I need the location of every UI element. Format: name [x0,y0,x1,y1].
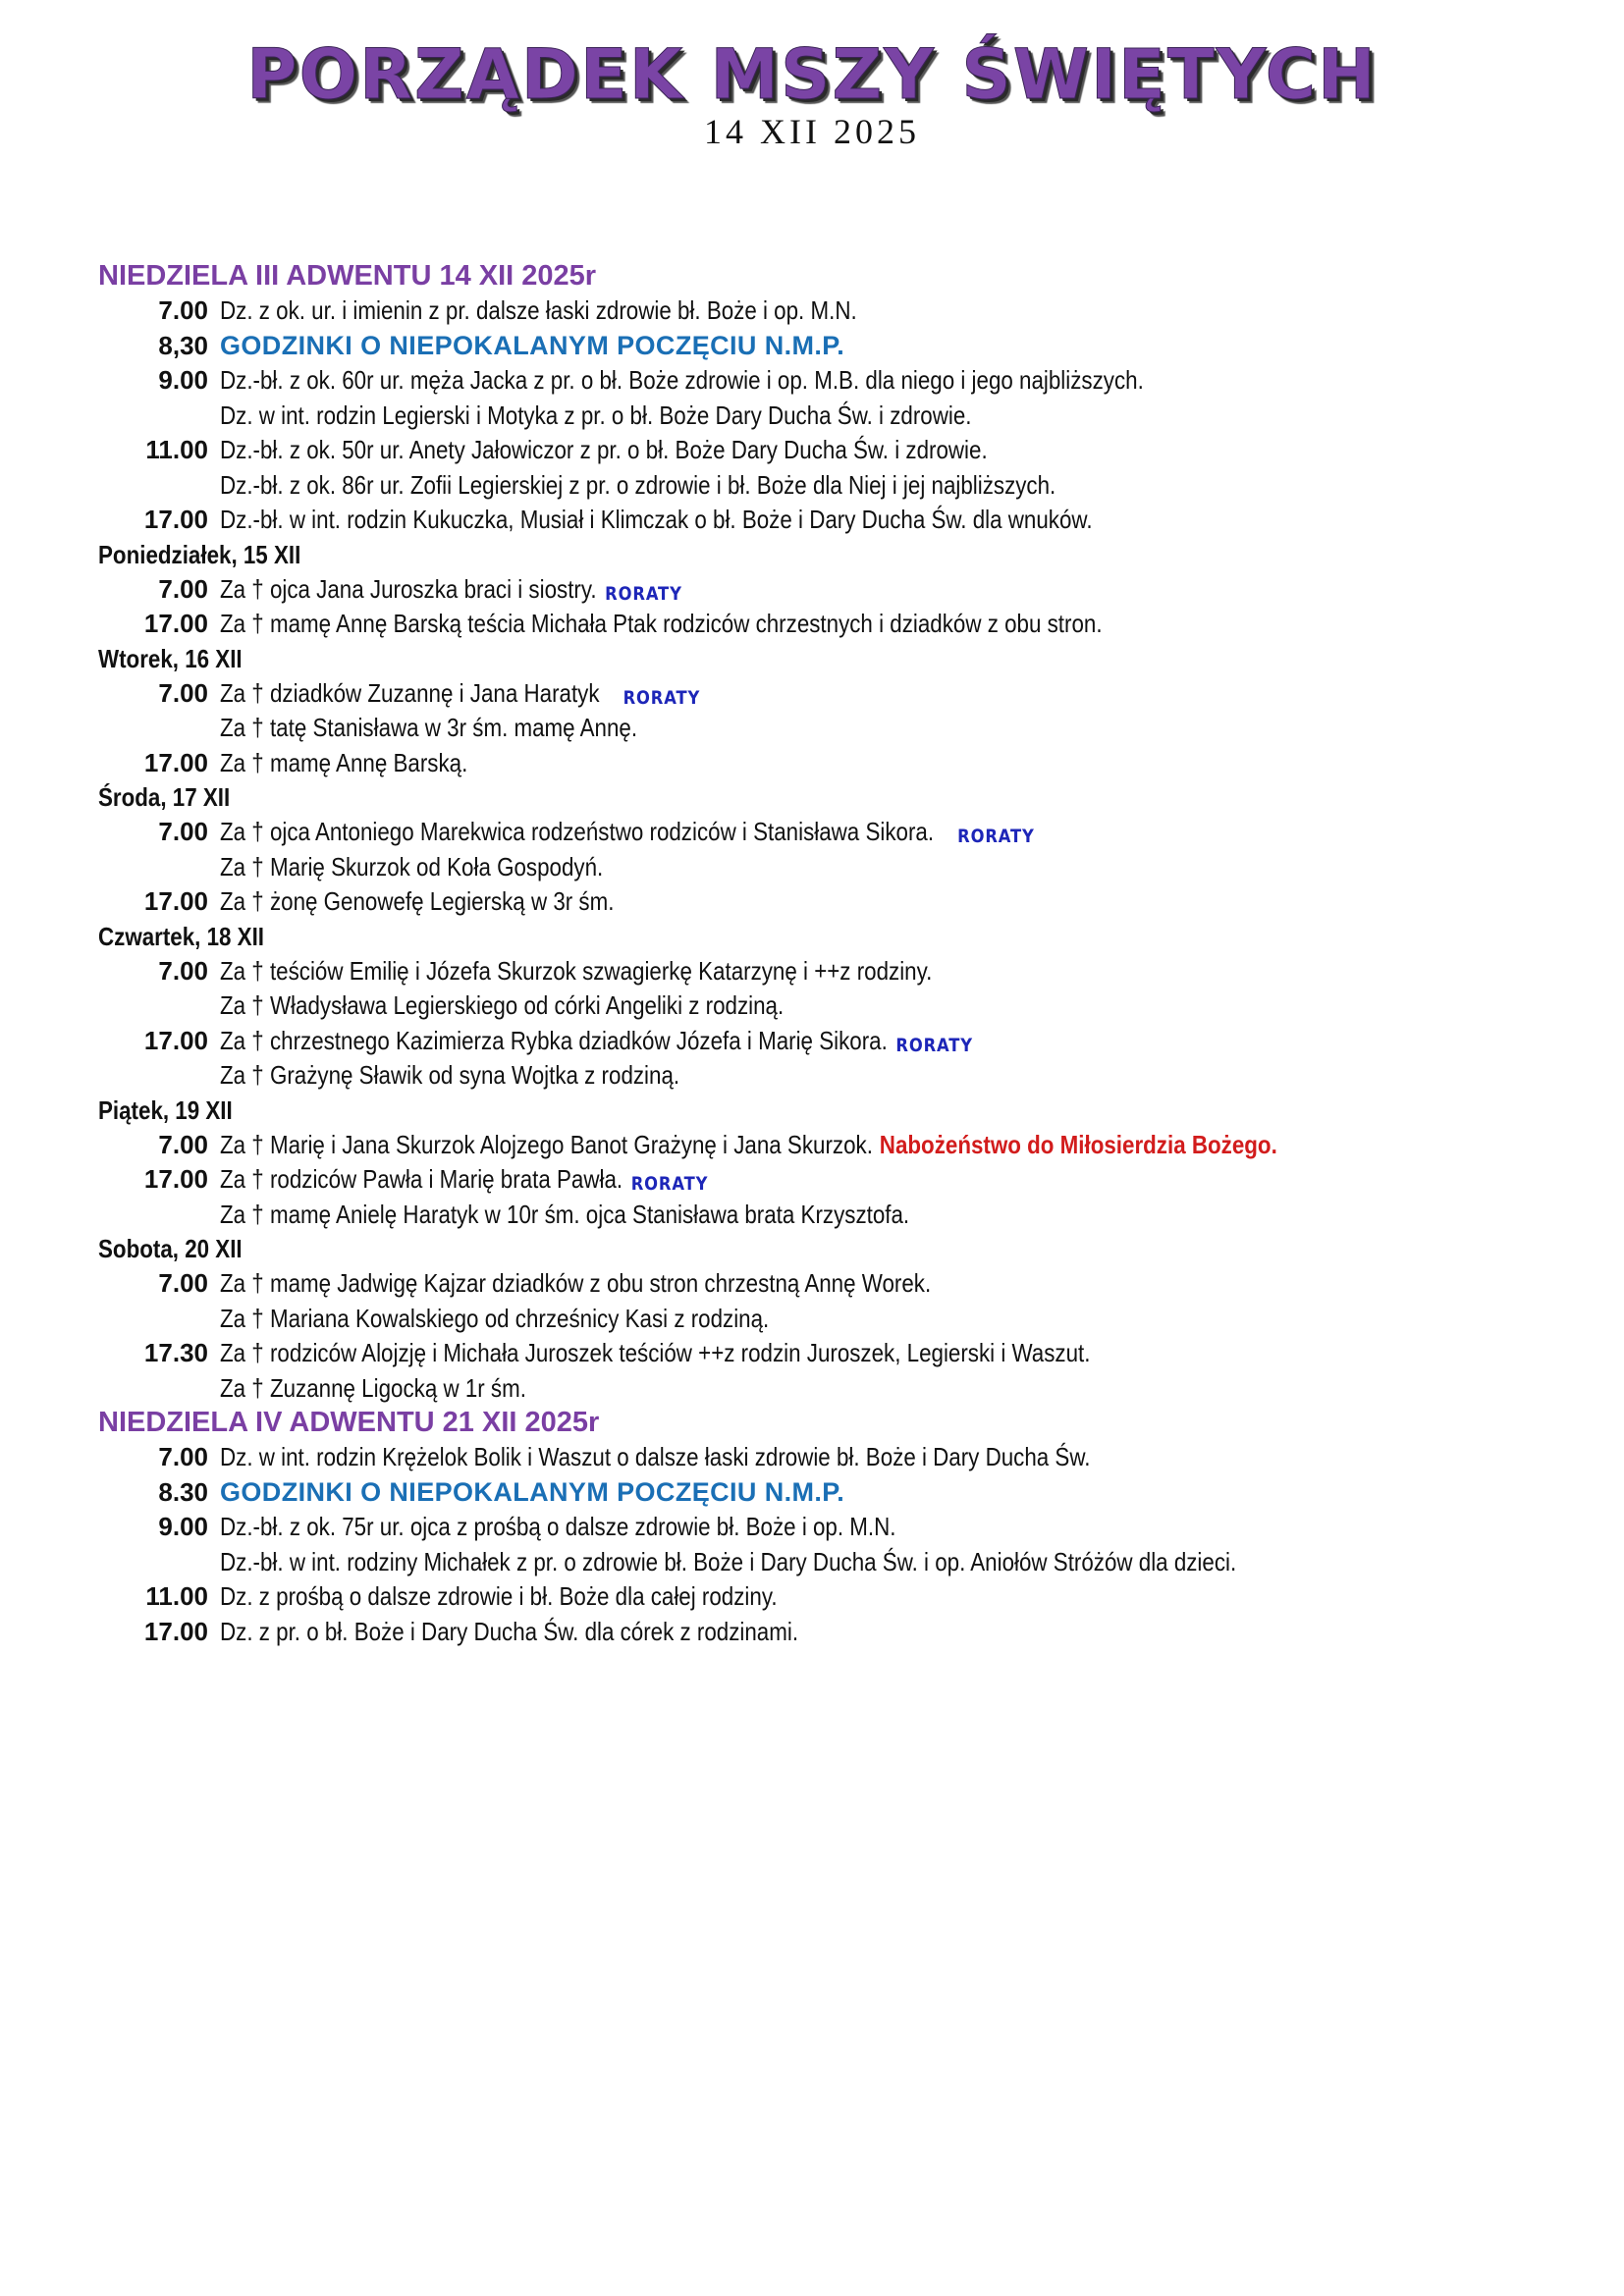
mass-intention: Za † Marię Skurzok od Koła Gospodyń. [220,851,604,881]
mass-row [98,1024,1571,1059]
page-date: 14 XII 2025 [704,112,920,151]
mass-row [98,294,1571,329]
mass-row [98,746,1571,781]
mass-intention: Za † Grażynę Sławik od syna Wojtka z rodziną. [220,1060,680,1090]
roraty-badge: RORATY [957,826,1035,847]
mass-time: 17.00 [143,1616,208,1646]
mass-intention-text: Za † Marię i Jana Skurzok Alojzego Banot Grażynę i Jana Skurzok. [220,1129,873,1159]
mass-row [98,1510,1571,1545]
mass-time: 9.00 [158,365,208,395]
mass-intention: Dz. z pr. o bł. Boże i Dary Ducha Św. dla córek z rodzinami. [220,1616,799,1646]
mass-intention [220,676,700,717]
mass-row [98,954,1571,989]
mass-row [98,676,1571,712]
mass-intention-text: Za † ojca Jana Juroszka braci i siostry. [220,573,597,604]
mass-row [98,1198,1571,1233]
mass-time: 17.30 [143,1338,208,1367]
mass-time: 8.30 [158,1476,208,1507]
mass-time: 7.00 [158,677,208,708]
mass-row [98,1615,1571,1650]
mass-intention: Dz.-bł. z ok. 75r ur. ojca z prośbą o dalsze zdrowie bł. Boże i op. M.N. [220,1512,896,1541]
mass-row [98,850,1571,885]
mass-row [98,433,1571,468]
mass-time: 7.00 [158,573,208,604]
day-header-wednesday: Środa, 17 XII [98,782,231,812]
mass-intention [220,1024,973,1064]
mass-intention-text: Za † chrzestnego Kazimierza Rybka dziadków Józefa i Marię Sikora. [220,1025,888,1055]
mass-time: 7.00 [158,955,208,986]
day-header-thursday: Czwartek, 18 XII [98,921,265,951]
mass-intention: Za † teściów Emilię i Józefa Skurzok szwagierkę Katarzynę i ++z rodziny. [220,955,933,986]
special-service-label: Nabożeństwo do Miłosierdzia Bożego. [879,1129,1277,1159]
mass-time: 7.00 [158,1129,208,1159]
mass-intention: Za † rodziców Alojzję i Michała Juroszek teściów ++z rodzin Juroszek, Legierski i Waszut. [220,1338,1091,1367]
mass-row [98,1545,1571,1580]
mass-row [98,1128,1571,1163]
mass-intention [220,1162,708,1202]
mass-time: 9.00 [158,1512,208,1541]
mass-row [98,399,1571,434]
mass-row [98,1266,1571,1302]
day-header-sunday-iv-advent: NIEDZIELA IV ADWENTU 21 XII 2025r [98,1407,600,1438]
mass-time: 7.00 [158,295,208,325]
mass-time: 17.00 [143,886,208,916]
mass-time: 17.00 [143,1025,208,1055]
roraty-badge: RORATY [623,686,701,709]
mass-time: 7.00 [158,817,208,846]
mass-row [98,711,1571,746]
mass-time: 8,30 [158,330,208,360]
godzinki-label: GODZINKI O NIEPOKALANYM POCZĘCIU N.M.P. [220,330,845,360]
mass-time: 17.00 [143,609,208,638]
mass-intention: Za † mamę Annę Barską. [220,747,468,777]
mass-intention: Za † żonę Genowefę Legierską w 3r śm. [220,886,615,916]
mass-intention-text: Za † dziadków Zuzannę i Jana Haratyk [220,677,600,708]
mass-intention: Za † Mariana Kowalskiego od chrześnicy Kasi z rodziną. [220,1303,770,1333]
mass-row [98,572,1571,608]
mass-row [98,329,1571,364]
mass-row [98,1579,1571,1615]
day-header-sunday-iii-advent: NIEDZIELA III ADWENTU 14 XII 2025r [98,260,597,292]
mass-intention: Za † tatę Stanisława w 3r śm. mamę Annę. [220,713,638,742]
mass-intention-text: Za † rodziców Pawła i Marię brata Pawła. [220,1164,623,1194]
mass-row [98,1302,1571,1337]
godzinki-label: GODZINKI O NIEPOKALANYM POCZĘCIU N.M.P. [220,1476,845,1507]
mass-row [98,1058,1571,1094]
page-title: PORZĄDEK MSZY ŚWIĘTYCH [246,34,1378,115]
mass-intention: Dz.-bł. z ok. 86r ur. Zofii Legierskiej z pr. o zdrowie i bł. Boże dla Niej i jej najbliższych. [220,469,1056,500]
mass-intention: Za † Władysława Legierskiego od córki Angeliki z rodziną. [220,990,785,1020]
mass-row [98,1440,1571,1475]
mass-intention: Dz.-bł. z ok. 60r ur. męża Jacka z pr. o bł. Boże zdrowie i op. M.B. dla niego i jego najbliższych. [220,365,1144,395]
mass-intention: Dz.-bł. z ok. 50r ur. Anety Jałowiczor z pr. o bł. Boże Dary Ducha Św. i zdrowie. [220,435,988,464]
mass-time: 11.00 [145,435,208,464]
roraty-badge: RORATY [895,1034,973,1056]
mass-time: 7.00 [158,1442,208,1471]
roraty-badge: RORATY [605,582,682,605]
day-header-saturday: Sobota, 20 XII [98,1234,243,1263]
mass-time: 17.00 [143,1164,208,1194]
mass-time: 11.00 [145,1581,208,1611]
mass-row [98,1336,1571,1371]
mass-intention: Dz. w int. rodzin Legierski i Motyka z pr. o bł. Boże Dary Ducha Św. i zdrowie. [220,400,972,430]
mass-time: 17.00 [143,747,208,777]
roraty-badge: RORATY [630,1173,709,1195]
mass-row [98,1162,1571,1198]
mass-intention: Dz. z ok. ur. i imienin z pr. dalsze łaski zdrowie bł. Boże i op. M.N. [220,295,857,325]
mass-intention: Dz.-bł. w int. rodzin Kukuczka, Musiał i Klimczak o bł. Boże i Dary Ducha Św. dla wnuków. [220,505,1093,534]
day-header-tuesday: Wtorek, 16 XII [98,643,243,673]
mass-intention: Dz.-bł. w int. rodziny Michałek z pr. o zdrowie bł. Boże i Dary Ducha Św. i op. Aniołów Stróżów dla dzieci. [220,1546,1237,1576]
mass-intention [220,1128,1277,1163]
day-header-friday: Piątek, 19 XII [98,1095,233,1125]
mass-row [98,884,1571,920]
mass-row [98,988,1571,1024]
mass-row [98,1475,1571,1511]
mass-intention-text: Za † ojca Antoniego Marekwica rodzeństwo rodziców i Stanisława Sikora. [220,817,935,846]
mass-intention: Dz. w int. rodzin Krężelok Bolik i Waszut o dalsze łaski zdrowie bł. Boże i Dary Ducha Św. [220,1442,1091,1471]
mass-intention [220,815,1035,855]
day-header-monday: Poniedziałek, 15 XII [98,539,301,569]
mass-row [98,503,1571,538]
mass-row [98,815,1571,850]
mass-row [98,607,1571,642]
mass-intention: Za † Zuzannę Ligocką w 1r śm. [220,1372,526,1403]
mass-time: 7.00 [158,1268,208,1298]
mass-time: 17.00 [143,505,208,534]
mass-row [98,1371,1571,1407]
mass-intention: Dz. z prośbą o dalsze zdrowie i bł. Boże dla całej rodziny. [220,1581,778,1611]
mass-intention: Za † mamę Jadwigę Kajzar dziadków z obu stron chrzestną Annę Worek. [220,1268,932,1298]
mass-intention [220,572,682,613]
mass-schedule [98,259,1571,1649]
mass-intention: Za † mamę Anielę Haratyk w 10r śm. ojca Stanisława brata Krzysztofa. [220,1199,910,1229]
mass-row [98,468,1571,504]
mass-intention: Za † mamę Annę Barską teścia Michała Ptak rodziców chrzestnych i dziadków z obu stron. [220,609,1103,638]
mass-row [98,363,1571,399]
